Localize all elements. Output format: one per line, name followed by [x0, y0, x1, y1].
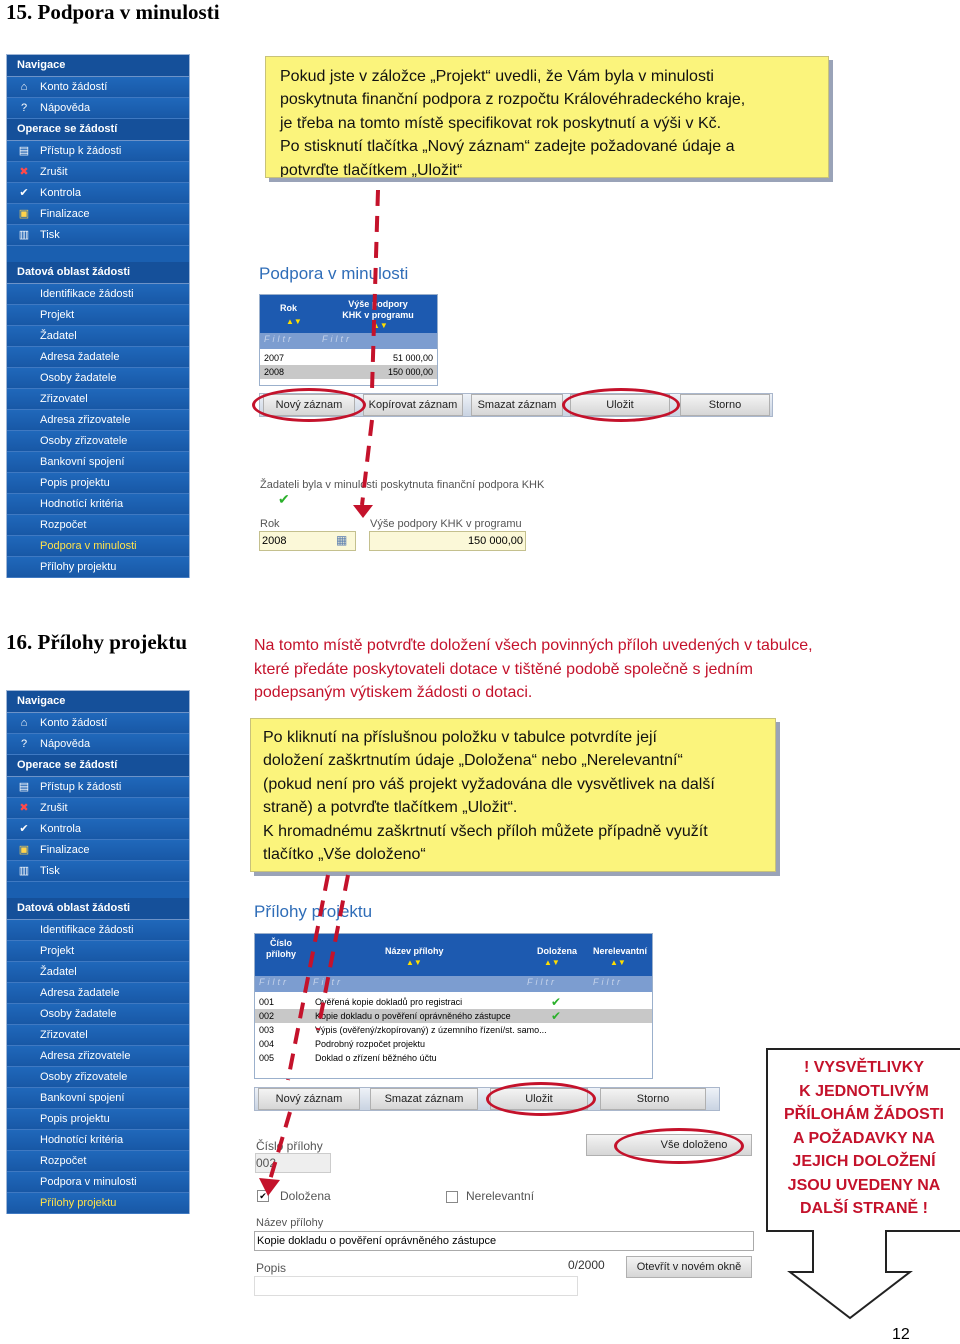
dolozena-label: Doložena — [280, 1189, 331, 1203]
sidebar-item-osoby-zrizovatele[interactable]: Osoby zřizovatele — [7, 1067, 189, 1088]
sidebar-item-bankovni[interactable]: Bankovní spojení — [7, 1088, 189, 1109]
col-dolozena[interactable]: Doložena — [537, 946, 578, 956]
arrow-line — [372, 190, 378, 390]
sidebar-item-osoby-zadatele[interactable]: Osoby žadatele — [7, 1004, 189, 1025]
nerelevantni-label: Nerelevantní — [466, 1189, 535, 1203]
delete-record-button[interactable]: Smazat záznam — [471, 394, 563, 416]
sidebar-item-adresa-zadatele[interactable]: Adresa žadatele — [7, 983, 189, 1004]
rok-field[interactable]: 2008 — [259, 531, 356, 551]
sidebar-item-zrusit[interactable]: ✖ Zrušit — [7, 162, 189, 183]
check-icon: ✔ — [19, 823, 29, 835]
sidebar-item-identifikace[interactable]: Identifikace žádosti — [7, 920, 189, 941]
dolozena-checkbox[interactable]: ✔ — [257, 1190, 269, 1202]
sidebar-head-ops: Operace se žádostí — [7, 119, 189, 141]
nazev-field[interactable]: Kopie dokladu o pověření oprávněného zástupce — [254, 1231, 754, 1251]
sidebar-item-osoby-zadatele[interactable]: Osoby žadatele — [7, 368, 189, 389]
sidebar-head-data: Datová oblast žádosti — [7, 898, 189, 920]
save-button[interactable]: Uložit — [570, 394, 670, 416]
filter-row[interactable]: Filtr Filtr — [260, 333, 437, 349]
sidebar-item-adresa-zadatele[interactable]: Adresa žadatele — [7, 347, 189, 368]
print-icon: ▥ — [18, 865, 30, 877]
arrow-head — [353, 505, 373, 518]
cancel-button[interactable]: Storno — [680, 394, 770, 416]
checkmark-icon[interactable]: ✔ — [278, 491, 290, 507]
note-16: Po kliknutí na příslušnou položku v tabulce potvrdíte její doložení zaškrtnutím údaje „Doložena“ nebo „Nerelevantní“ (pokud není pro váš projekt vyžadována dle vysvětlivek na další straně) a potvrďte tlačítkem „Uložit“. K hromadnému zaškrtnutí všech příloh můžete případně využít tlačítko „Vše doloženo“ — [250, 718, 776, 872]
sidebar-head-nav: Navigace — [7, 691, 189, 713]
sidebar-item-napoveda[interactable]: ? Nápověda — [7, 734, 189, 755]
page-number: 12 — [892, 1326, 910, 1343]
sidebar-item-zadatel[interactable]: Žadatel — [7, 962, 189, 983]
sidebar-item-zrizovatel[interactable]: Zřizovatel — [7, 389, 189, 410]
vse-dolozeno-button[interactable]: Vše doloženo — [586, 1134, 752, 1156]
char-counter: 0/2000 — [568, 1258, 605, 1272]
arrow-line — [288, 875, 328, 1080]
sidebar-item-podpora[interactable]: Podpora v minulosti — [7, 536, 189, 557]
filter-row[interactable]: Filtr Filtr Filtr Filtr — [255, 976, 652, 992]
sidebar-item-finalizace[interactable]: ▣ Finalizace — [7, 840, 189, 861]
sidebar-item-prilohy[interactable]: Přílohy projektu — [7, 1193, 189, 1214]
intro-16: Na tomto místě potvrďte doložení všech povinných příloh uvedených v tabulce, které předáte poskytovateli dotace v tištěné podobě společně s jedním podepsaným výtiskem žádosti o dotaci. — [254, 637, 813, 701]
home-icon: ⌂ — [20, 717, 28, 729]
sidebar-item-popis[interactable]: Popis projektu — [7, 1109, 189, 1130]
panel-title-16: Přílohy projektu — [254, 902, 373, 921]
sidebar-item-tisk[interactable]: ▥ Tisk — [7, 225, 189, 246]
sidebar-item-prilohy[interactable]: Přílohy projektu — [7, 557, 189, 578]
access-icon: ▤ — [18, 145, 30, 157]
sort-icon[interactable]: ▲▼ — [610, 958, 626, 967]
sidebar-item-zrizovatel[interactable]: Zřizovatel — [7, 1025, 189, 1046]
sidebar-item-kriteria[interactable]: Hodnotící kritéria — [7, 494, 189, 515]
section-16-heading: 16. Přílohy projektu — [6, 630, 188, 654]
arrow-line — [318, 875, 348, 1030]
checkmark-icon: ✔ — [551, 1009, 562, 1023]
sidebar-item-popis[interactable]: Popis projektu — [7, 473, 189, 494]
lock-icon: ▣ — [18, 844, 30, 856]
cancel-icon: ✖ — [19, 802, 29, 814]
checkmark-icon: ✔ — [551, 995, 562, 1009]
open-new-window-button[interactable]: Otevřít v novém okně — [626, 1256, 752, 1278]
section-15-heading: 15. Podpora v minulosti — [6, 0, 220, 24]
check-label-15: Žadateli byla v minulosti poskytnuta finanční podpora KHK — [260, 479, 545, 491]
arrow-head — [259, 1178, 280, 1196]
col-rok[interactable]: Rok — [280, 303, 298, 313]
copy-record-button[interactable]: Kopírovat záznam — [363, 394, 463, 416]
sidebar-item-zrusit[interactable]: ✖ Zrušit — [7, 798, 189, 819]
col-nerelevantni[interactable]: Nerelevantní — [593, 946, 648, 956]
note-15: Pokud jste v záložce „Projekt“ uvedli, že Vám byla v minulosti poskytnuta finanční podpora z rozpočtu Královéhradeckého kraje, je třeba na tomto místě specifikovat rok poskytnutí a výši v Kč. Po stisknutí tlačítka „Nový záznam“ zadejte požadované údaje a potvrďte tlačítkem „Uložit“ — [265, 56, 829, 178]
sidebar-item-rozpocet[interactable]: Rozpočet — [7, 515, 189, 536]
help-icon: ? — [20, 738, 28, 750]
panel-title-15: Podpora v minulosti — [259, 264, 409, 283]
sidebar-item-bankovni[interactable]: Bankovní spojení — [7, 452, 189, 473]
sidebar-item-identifikace[interactable]: Identifikace žádosti — [7, 284, 189, 305]
home-icon: ⌂ — [20, 81, 28, 93]
cislo-label: Číslo přílohy — [256, 1139, 323, 1153]
popis-label: Popis — [256, 1261, 287, 1275]
sidebar-head-nav: Navigace — [7, 55, 189, 77]
sidebar-item-kriteria[interactable]: Hodnotící kritéria — [7, 1130, 189, 1151]
sidebar-item-pristup[interactable]: ▤ Přístup k žádosti — [7, 777, 189, 798]
sidebar-item-osoby-zrizovatele[interactable]: Osoby zřizovatele — [7, 431, 189, 452]
table-row[interactable]: 005 Doklad o zřízení běžného účtu — [255, 1051, 652, 1065]
col-nazev[interactable]: Název přílohy — [385, 946, 444, 956]
print-icon: ▥ — [18, 229, 30, 241]
cancel-button[interactable]: Storno — [600, 1088, 706, 1110]
sort-icon[interactable]: ▲▼ — [406, 958, 422, 967]
nazev-label: Název přílohy — [256, 1217, 324, 1229]
check-icon: ✔ — [19, 187, 29, 199]
calendar-icon[interactable]: ▦ — [336, 533, 348, 547]
sidebar-item-konto[interactable]: ⌂ Konto žádostí — [7, 713, 189, 734]
arrow-line — [270, 1112, 290, 1180]
arrow-line — [362, 420, 372, 505]
help-icon: ? — [20, 102, 28, 114]
sort-icon[interactable]: ▲▼ — [286, 317, 302, 326]
sidebar-head-data: Datová oblast žádosti — [7, 262, 189, 284]
table-row[interactable]: 2007 51 000,00 — [260, 351, 437, 365]
down-arrow-icon — [790, 1230, 910, 1318]
sidebar-item-adresa-zrizovatele[interactable]: Adresa zřizovatele — [7, 1046, 189, 1067]
cancel-icon: ✖ — [19, 166, 29, 178]
access-icon: ▤ — [18, 781, 30, 793]
cislo-field: 002 — [255, 1153, 331, 1173]
table-row[interactable]: 003 Výpis (ověřený/zkopírovaný) z územního řízení/st. samo... — [255, 1023, 652, 1037]
table-row[interactable]: 004 Podrobný rozpočet projektu — [255, 1037, 652, 1051]
vyse-field[interactable]: 150 000,00 — [369, 531, 526, 551]
field-vyse-label: Výše podpory KHK v programu — [370, 518, 522, 530]
sidebar-item-projekt[interactable]: Projekt — [7, 305, 189, 326]
table-row-selected[interactable]: 2008 150 000,00 — [260, 365, 437, 379]
new-record-button[interactable]: Nový záznam — [263, 394, 355, 416]
sort-icon[interactable]: ▲▼ — [544, 958, 560, 967]
sort-icon[interactable]: ▲▼ — [372, 321, 388, 330]
save-button[interactable]: Uložit — [490, 1088, 588, 1110]
sidebar-item-zadatel[interactable]: Žadatel — [7, 326, 189, 347]
new-record-button[interactable]: Nový záznam — [258, 1088, 360, 1110]
delete-record-button[interactable]: Smazat záznam — [370, 1088, 478, 1110]
sidebar-item-pristup[interactable]: ▤ Přístup k žádosti — [7, 141, 189, 162]
field-rok-label: Rok — [260, 518, 280, 530]
lock-icon: ▣ — [18, 208, 30, 220]
sidebar-item-podpora[interactable]: Podpora v minulosti — [7, 1172, 189, 1193]
col-cislo[interactable]: Číslo přílohy — [265, 938, 296, 959]
warning-box: ! VYSVĚTLIVKY K JEDNOTLIVÝM PŘÍLOHÁM ŽÁDOSTI A POŽADAVKY NA JEJICH DOLOŽENÍ JSOU UVEDENY NA DALŠÍ STRANĚ ! — [766, 1048, 960, 1232]
sidebar-item-kontrola[interactable]: ✔ Kontrola — [7, 183, 189, 204]
sidebar-item-rozpocet[interactable]: Rozpočet — [7, 1151, 189, 1172]
table-row[interactable]: 001 Ověřená kopie dokladů pro registraci ✔ — [255, 995, 652, 1009]
sidebar-item-kontrola[interactable]: ✔ Kontrola — [7, 819, 189, 840]
sidebar-item-adresa-zrizovatele[interactable]: Adresa zřizovatele — [7, 410, 189, 431]
sidebar-item-napoveda[interactable]: ? Nápověda — [7, 98, 189, 119]
sidebar-head-ops: Operace se žádostí — [7, 755, 189, 777]
sidebar-item-konto[interactable]: ⌂ Konto žádostí — [7, 77, 189, 98]
sidebar-item-finalizace[interactable]: ▣ Finalizace — [7, 204, 189, 225]
col-vyse[interactable]: Výše podpory KHK v programu — [342, 299, 414, 320]
table-row-selected[interactable]: 002 Kopie dokladu o pověření oprávněného zástupce ✔ — [255, 1009, 652, 1023]
sidebar-item-tisk[interactable]: ▥ Tisk — [7, 861, 189, 882]
sidebar-item-projekt[interactable]: Projekt — [7, 941, 189, 962]
